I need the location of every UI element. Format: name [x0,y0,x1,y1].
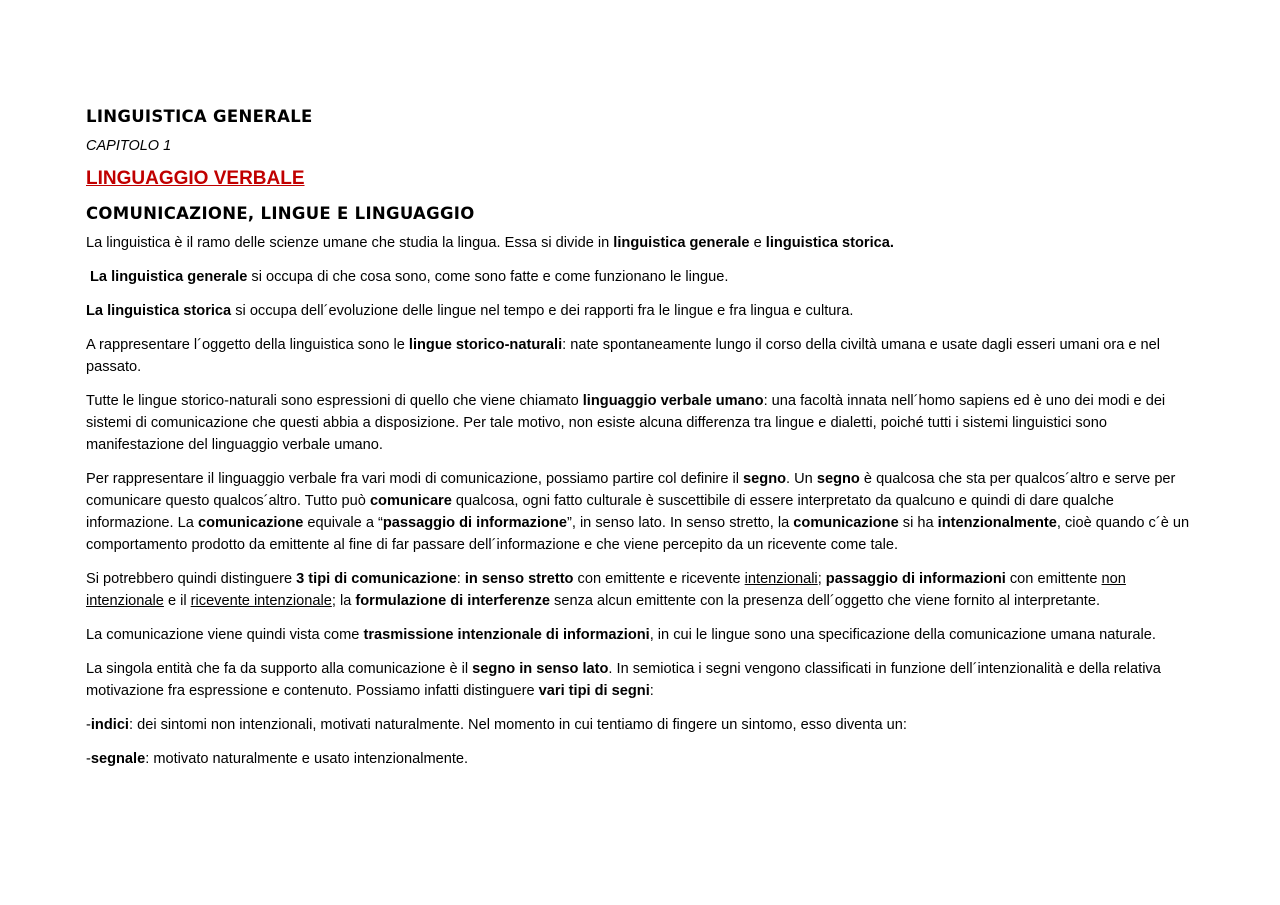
paragraph-9 [86,658,1196,702]
bold-term: segno [743,471,787,487]
section-heading: COMUNICAZIONE, LINGUE E LINGUAGGIO [86,204,475,223]
paragraph-6 [86,468,1196,556]
document-page [86,104,1196,782]
bold-term: passaggio di informazione [382,515,567,531]
bold-term: in senso stretto [464,571,574,587]
bold-term: segnale [90,751,146,767]
bold-term: linguaggio verbale umano [582,393,764,409]
underlined-term: non intenzionale [86,571,1126,609]
bold-term: 3 tipi di comunicazione [296,571,457,587]
red-section-heading: LINGUAGGIO VERBALE [86,168,305,189]
text: ; [817,571,826,587]
text: Per rappresentare il linguaggio verbale fra vari modi di comunicazione, possiamo partire col definire il [86,471,744,487]
text: con emittente e ricevente [573,571,745,587]
underlined-term: ricevente intenzionale [190,593,332,609]
text: con emittente [1005,571,1102,587]
text: - [86,751,91,767]
text: e il [163,593,191,609]
text: , in cui le lingue sono una specificazione della comunicazione umana naturale. [649,627,1156,643]
text: si occupa di che cosa sono, come sono fatte e come funzionano le lingue. [247,269,729,285]
bold-term: comunicazione [793,515,899,531]
text: . In semiotica i segni vengono classificati in funzione dell´intenzionalità e della relativa motivazione fra espressione e contenuto. Possiamo infatti distinguere [86,661,1161,699]
text: e [749,235,766,251]
bold-term: lingue storico-naturali [408,337,563,353]
bold-term: linguistica storica. [765,235,894,251]
paragraph-2 [86,266,1196,288]
text: - [86,717,91,733]
bold-term: segno in senso lato [472,661,609,677]
bold-term: passaggio di informazioni [825,571,1006,587]
bold-term: indici [90,717,129,733]
text: si ha [898,515,938,531]
text: ; la [331,593,356,609]
paragraph-7 [86,568,1196,612]
paragraph-1 [86,232,1196,254]
bold-term: formulazione di interferenze [355,593,550,609]
document-title: LINGUISTICA GENERALE [86,107,313,126]
paragraph-10 [86,714,1196,736]
bold-term: La linguistica generale [90,269,248,285]
text: . Un [786,471,817,487]
paragraph-11 [86,748,1196,770]
text: La linguistica è il ramo delle scienze umane che studia la lingua. Essa si divide in [86,235,614,251]
text: : nate spontaneamente lungo il corso della civiltà umana e usate dagli esseri umani ora e nel passato. [86,337,1161,375]
text: senza alcun emittente con la presenza dell´oggetto che viene fornito al interpretante. [550,593,1101,609]
bold-term: vari tipi di segni [538,683,650,699]
text: si occupa dell´evoluzione delle lingue nel tempo e dei rapporti fra le lingue e fra lingua e cultura. [231,303,854,319]
text: La singola entità che fa da supporto alla comunicazione è il [86,661,473,677]
bold-term: linguistica generale [613,235,750,251]
chapter-label: CAPITOLO 1 [86,138,172,154]
text: Tutte le lingue storico-naturali sono espressioni di quello che viene chiamato [86,393,583,409]
text: : una facoltà innata nell´homo sapiens ed è uno dei modi e dei sistemi di comunicazione che questi abbia a disposizione. Per tale motivo, non esiste alcuna differenza tra lingue e dialetti, poiché tutti i sistemi linguistici sono manifestazione del linguaggio verbale umano. [86,393,1166,453]
bold-term: comunicare [369,493,452,509]
bold-term: comunicazione [197,515,304,531]
paragraph-3 [86,300,1196,322]
bold-term: segno [816,471,860,487]
text: qualcosa, ogni fatto culturale è suscettibile di essere interpretato da qualcuno e quindi di dare qualche informazione. La [86,493,1114,531]
underlined-term: intenzionali [744,571,818,587]
bold-term: La linguistica storica [86,303,232,319]
text: : motivato naturalmente e usato intenzionalmente. [145,751,469,767]
text: , cioè quando c´è un comportamento prodotto da emittente al fine di far passare dell´informazione e che viene percepito da un ricevente come tale. [86,515,1190,553]
paragraph-4 [86,334,1196,378]
text: ”, in senso lato. In senso stretto, la [566,515,794,531]
text: Si potrebbero quindi distinguere [86,571,297,587]
paragraph-5 [86,390,1196,456]
text: è qualcosa che sta per qualcos´altro e serve per comunicare questo qualcos´altro. Tutto può [86,471,1176,509]
text: equivale a “ [303,515,383,531]
bold-term: intenzionalmente [937,515,1057,531]
text: A rappresentare l´oggetto della linguistica sono le [86,337,409,353]
text: : [456,571,465,587]
text: : dei sintomi non intenzionali, motivati naturalmente. Nel momento in cui tentiamo di fingere un sintomo, esso diventa un: [128,717,907,733]
bold-term: trasmissione intenzionale di informazioni [363,627,650,643]
paragraph-8 [86,624,1196,646]
text: : [649,683,654,699]
text: La comunicazione viene quindi vista come [86,627,364,643]
